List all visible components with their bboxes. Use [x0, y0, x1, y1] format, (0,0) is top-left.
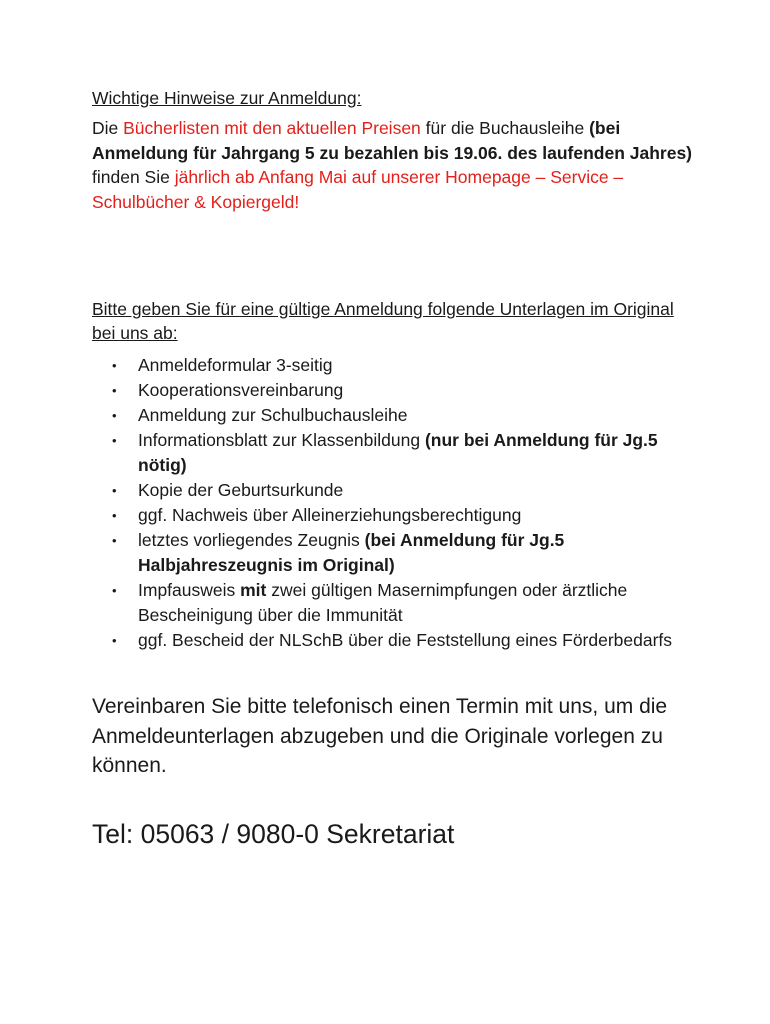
document-page	[92, 86, 692, 851]
list-item-text: Anmeldeformular 3-seitig	[138, 355, 333, 375]
bullet-icon: •	[112, 533, 117, 548]
bullet-icon: •	[112, 508, 117, 523]
list-item	[92, 378, 692, 403]
notice-booklists-red: Bücherlisten mit den aktuellen Preisen	[123, 118, 421, 138]
bullet-icon: •	[112, 408, 117, 423]
notice-heading: Wichtige Hinweise zur Anmeldung:	[92, 88, 362, 108]
list-item-text: letztes vorliegendes Zeugnis	[138, 530, 365, 550]
list-item	[92, 403, 692, 428]
phone-number: Tel: 05063 / 9080-0 Sekretariat	[92, 818, 455, 849]
list-item-text: ggf. Bescheid der NLSchB über die Feststellung eines Förderbedarfs	[138, 630, 673, 650]
documents-heading: Bitte geben Sie für eine gültige Anmeldung folgende Unterlagen im Original bei uns ab:	[92, 299, 674, 343]
list-item	[92, 428, 692, 478]
notice-payment-bold: (bei Anmeldung für Jahrgang 5 zu bezahlen bis 19.06. des laufenden Jahres)	[92, 118, 693, 163]
list-item	[92, 528, 692, 578]
appointment-text: Vereinbaren Sie bitte telefonisch einen Termin mit uns, um die Anmeldeunterlagen abzugeben und die Originale vorlegen zu können.	[92, 695, 668, 777]
list-item-text: Impfausweis	[138, 580, 241, 600]
bullet-icon: •	[112, 383, 117, 398]
list-item-emph: (bei Anmeldung für Jg.5 Halbjahreszeugnis im Original)	[138, 530, 565, 575]
bullet-icon: •	[112, 358, 117, 373]
list-item-text: Informationsblatt zur Klassenbildung	[138, 430, 425, 450]
list-item-emph: mit	[240, 580, 267, 600]
notice-text-3: finden Sie	[92, 167, 175, 187]
list-item-rest: zwei gültigen Masernimpfungen oder ärztliche Bescheinigung über die Immunität	[138, 580, 628, 625]
list-item	[92, 628, 692, 653]
bullet-icon: •	[112, 633, 117, 648]
bullet-icon: •	[112, 583, 117, 598]
list-item	[92, 503, 692, 528]
list-item-text: ggf. Nachweis über Alleinerziehungsberechtigung	[138, 505, 522, 525]
list-item-emph: (nur bei Anmeldung für Jg.5 nötig)	[138, 430, 658, 475]
list-item-text: Kopie der Geburtsurkunde	[138, 480, 344, 500]
notice-paragraph	[92, 116, 692, 214]
notice-homepage-red: jährlich ab Anfang Mai auf unserer Homepage – Service – Schulbücher & Kopiergeld!	[92, 167, 624, 212]
notice-text-1: Die	[92, 118, 124, 138]
list-item-text: Anmeldung zur Schulbuchausleihe	[138, 405, 408, 425]
notice-text-2: für die Buchausleihe	[420, 118, 590, 138]
documents-list	[92, 353, 692, 653]
bullet-icon: •	[112, 483, 117, 498]
list-item	[92, 578, 692, 628]
list-item-text: Kooperationsvereinbarung	[138, 380, 344, 400]
bullet-icon: •	[112, 433, 117, 448]
list-item	[92, 353, 692, 378]
list-item	[92, 478, 692, 503]
